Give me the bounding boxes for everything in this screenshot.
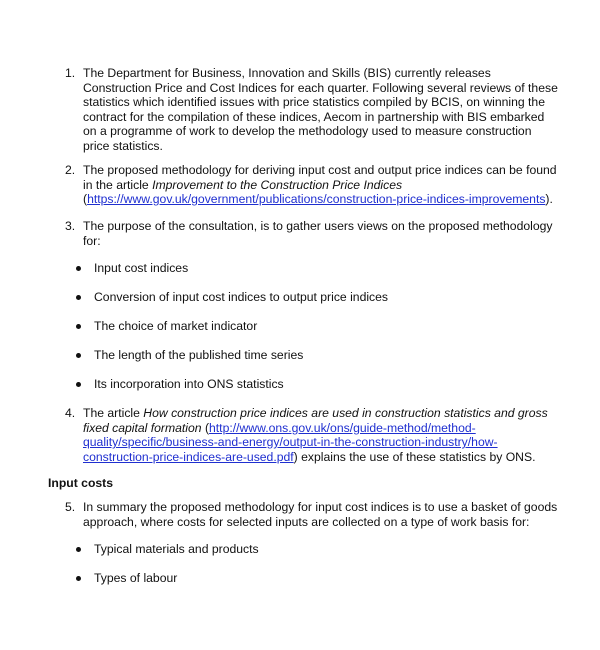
text-line [83, 421, 573, 436]
text-line: on a programme of work to develop the methodology used to measure construction [83, 124, 532, 139]
paragraph [83, 219, 573, 248]
bullet-text: Typical materials and products [94, 542, 259, 556]
article-link[interactable]: construction-price-indices-are-used.pdf [83, 449, 294, 464]
article-link[interactable]: https://www.gov.uk/government/publications/construction-price-indices-improvements [87, 192, 546, 207]
text-line: price statistics. [83, 138, 163, 153]
text-line: contract for the compilation of these indices, Aecom in partnership with BIS embarked [83, 109, 545, 124]
bullet-dot-icon [76, 576, 81, 581]
text-line: The purpose of the consultation, is to gather users views on the proposed methodology [83, 219, 553, 233]
bullet-text: Input cost indices [94, 261, 189, 275]
text-run: ( [83, 192, 88, 207]
bullet-dot-icon [76, 382, 81, 387]
paragraph [83, 406, 573, 464]
article-link[interactable]: http://www.ons.gov.uk/ons/guide-method/method- [209, 420, 476, 435]
bullet-dot-icon [76, 324, 81, 329]
text-line: The Department for Business, Innovation and Skills (BIS) currently releases [83, 66, 491, 80]
bullet-text: Types of labour [94, 571, 178, 585]
text-line: The proposed methodology for deriving input cost and output price indices can be found [83, 163, 557, 177]
text-line [83, 450, 573, 465]
bullet-dot-icon [76, 266, 81, 271]
text-line: statistics which identified issues with price statistics compiled by BCIS, on winning the [83, 95, 545, 110]
paragraph [83, 66, 573, 154]
text-line [83, 406, 573, 421]
text-run: ). [545, 192, 553, 207]
list-number: 4. [65, 406, 76, 420]
text-line: Construction Price and Cost Indices for each quarter. Following several reviews of these [83, 80, 558, 95]
paragraph [83, 163, 573, 207]
bullet-dot-icon [76, 295, 81, 300]
text-line [83, 192, 573, 207]
text-run: ( [201, 420, 210, 435]
text-line: In summary the proposed methodology for input cost indices is to use a basket of goods [83, 500, 558, 514]
bullet-text: Its incorporation into ONS statistics [94, 377, 284, 391]
bullet-text: Conversion of input cost indices to output price indices [94, 290, 389, 304]
text-line: for: [83, 233, 101, 248]
bullet-dot-icon [76, 547, 81, 552]
list-number: 5. [65, 500, 76, 514]
paragraph [83, 500, 573, 529]
article-title: How construction price indices are used in construction statistics and gross [143, 406, 548, 420]
text-run: in the article [83, 177, 153, 192]
list-number: 2. [65, 163, 76, 177]
bullet-text: The choice of market indicator [94, 319, 258, 333]
text-line: approach, where costs for selected inputs are collected on a type of work basis for: [83, 514, 530, 529]
bullet-dot-icon [76, 353, 81, 358]
text-run: The article [83, 406, 144, 420]
list-number: 1. [65, 66, 76, 80]
article-title: Improvement to the Construction Price Indices [152, 177, 403, 192]
text-line [83, 435, 573, 450]
text-run: ) explains the use of these statistics by ONS. [293, 449, 536, 464]
text-line [83, 178, 573, 193]
list-number: 3. [65, 219, 76, 233]
article-title: fixed capital formation [83, 420, 202, 435]
article-link[interactable]: quality/specific/business-and-energy/output-in-the-construction-industry/how- [83, 435, 498, 450]
section-heading: Input costs [48, 476, 114, 490]
bullet-text: The length of the published time series [94, 348, 304, 362]
